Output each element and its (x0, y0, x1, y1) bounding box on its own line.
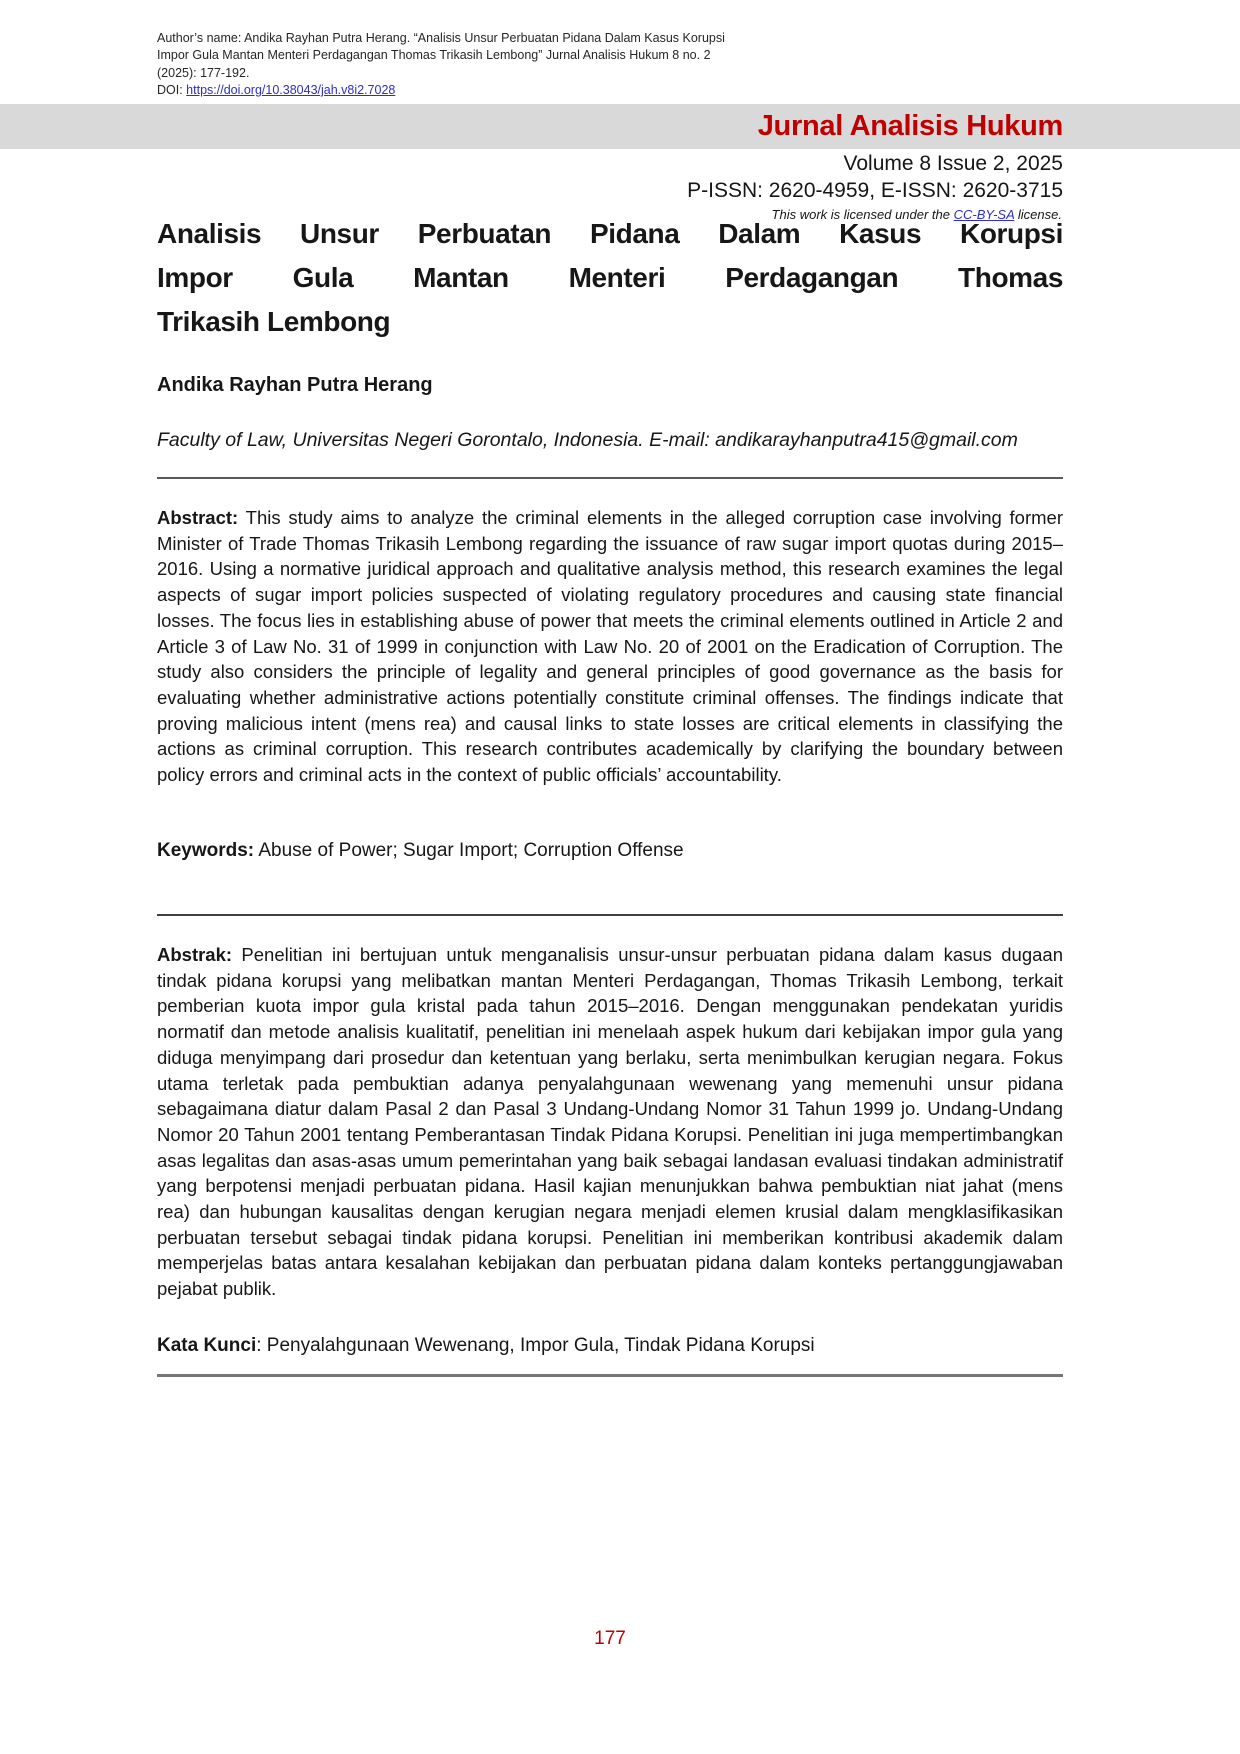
author-name: Andika Rayhan Putra Herang (157, 374, 433, 396)
citation-line: Impor Gula Mantan Menteri Perdagangan Thomas Trikasih Lembong” Jurnal Analisis Hukum 8 no. 2 (157, 48, 711, 63)
page-number: 177 (594, 1628, 626, 1649)
abstract-label: Abstract: (157, 507, 239, 528)
abstract-paragraph (157, 505, 1063, 788)
keywords-text: Abuse of Power; Sugar Import; Corruption Offense (254, 840, 684, 861)
keywords-label: Keywords: (157, 840, 255, 861)
abstract-text: This study aims to analyze the criminal elements in the alleged corruption case involving former Minister of Trade Thomas Trikasih Lembong regarding the issuance of raw sugar import quotas during 2015–2016. Using a normative juridical approach and qualitative analysis method, this research examines the legal aspects of sugar import policies suspected of violating regulatory procedures and causing state financial losses. The focus lies in establishing abuse of power that meets the criminal elements outlined in Article 2 and Article 3 of Law No. 31 of 1999 in conjunction with Law No. 20 of 2001 on the Eradication of Corruption. The study also considers the principle of legality and general principles of good governance as the basis for evaluating whether administrative actions potentially constitute criminal offenses. The findings indicate that proving malicious intent (mens rea) and causal links to state losses are critical elements in classifying the actions as criminal corruption. This research contributes academically by clarifying the boundary between policy errors and criminal acts in the context of public officials’ accountability. (157, 507, 1063, 786)
doi-link[interactable]: https://doi.org/10.38043/jah.v8i2.7028 (186, 82, 396, 97)
license-suffix: license. (1014, 207, 1062, 222)
license-prefix: This work is licensed under the (771, 207, 954, 222)
article-title (157, 212, 1063, 344)
abstrak-paragraph (157, 942, 1063, 1302)
issn-line: P-ISSN: 2620-4959, E-ISSN: 2620-3715 (687, 179, 1063, 202)
affiliation: Faculty of Law, Universitas Negeri Gorontalo, Indonesia. E-mail: andikarayhanputra415@gmail.com (157, 429, 1018, 451)
kata-kunci-label: Kata Kunci (157, 1335, 257, 1356)
abstrak-text: Penelitian ini bertujuan untuk menganalisis unsur-unsur perbuatan pidana dalam kasus dugaan tindak pidana korupsi yang melibatkan mantan Menteri Perdagangan, Thomas Trikasih Lembong, terkait pemberian kuota impor gula kristal pada tahun 2015–2016. Dengan menggunakan pendekatan yuridis normatif dan metode analisis kualitatif, penelitian ini menelaah aspek hukum dari kebijakan impor gula yang diduga menyimpang dari prosedur dan ketentuan yang berlaku, serta menimbulkan kerugian negara. Fokus utama terletak pada pembuktian adanya penyalahgunaan wewenang yang memenuhi unsur pidana sebagaimana diatur dalam Pasal 2 dan Pasal 3 Undang-Undang Nomor 31 Tahun 1999 jo. Undang-Undang Nomor 20 Tahun 2001 tentang Pemberantasan Tindak Pidana Korupsi. Penelitian ini juga mempertimbangkan asas legalitas dan asas-asas umum pemerintahan yang baik sebagai landasan evaluasi tindakan administratif yang berpotensi menjadi perbuatan pidana. Hasil kajian menunjukkan bahwa pembuktian niat jahat (mens rea) dan hubungan kausalitas dengan kerugian negara menjadi elemen krusial dalam mengklasifikasikan perbuatan tersebut sebagai tindak pidana korupsi. Penelitian ini memberikan kontribusi akademik dalam memperjelas batas antara kesalahan kebijakan dan perbuatan pidana dalam konteks pertanggungjawaban pejabat publik. (157, 944, 1063, 1300)
volume-line: Volume 8 Issue 2, 2025 (843, 152, 1063, 175)
article-title-line: Analisis Unsur Perbuatan Pidana Dalam Kasus Korupsi (157, 218, 1063, 249)
doi-line (157, 82, 777, 99)
divider (157, 477, 1063, 479)
kata-kunci-line (157, 1333, 1063, 1358)
kata-kunci-text: : Penyalahgunaan Wewenang, Impor Gula, Tindak Pidana Korupsi (256, 1335, 815, 1356)
citation-block (157, 30, 777, 99)
article-title-line: Impor Gula Mantan Menteri Perdagangan Thomas (157, 262, 1063, 293)
citation-line: (2025): 177-192. (157, 65, 250, 80)
abstrak-label: Abstrak: (157, 944, 233, 965)
journal-banner (0, 104, 1240, 149)
doi-label: DOI: (157, 82, 187, 97)
keywords-line (157, 838, 1063, 863)
divider (157, 914, 1063, 916)
article-title-line: Trikasih Lembong (157, 306, 391, 337)
citation-line: Author’s name: Andika Rayhan Putra Herang. “Analisis Unsur Perbuatan Pidana Dalam Kasus Korupsi (157, 31, 725, 45)
divider (157, 1374, 1063, 1377)
license-link[interactable]: CC-BY-SA (953, 207, 1015, 222)
journal-name: Jurnal Analisis Hukum (757, 110, 1063, 142)
